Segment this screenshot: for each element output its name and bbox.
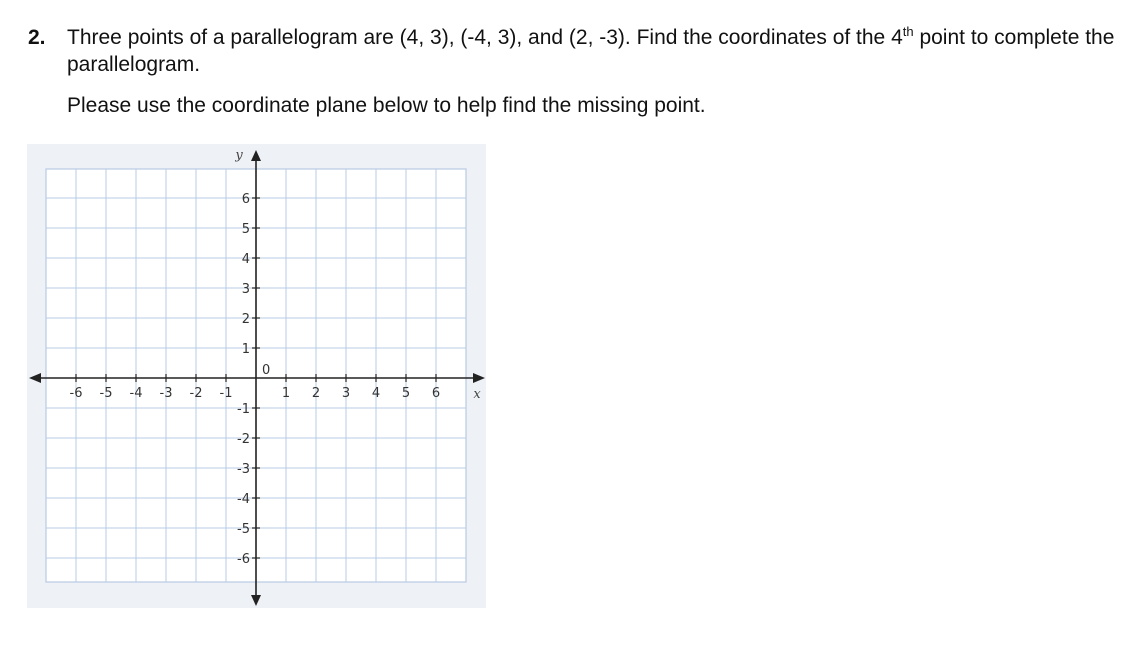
y-tick-label: 3	[241, 282, 250, 297]
question-text-main: Three points of a parallelogram are (4, 3), (-4, 3), and (2, -3). Find the coordinates of the 4	[67, 26, 903, 49]
y-tick-label: -3	[237, 462, 250, 477]
y-axis-up-arrow	[251, 150, 261, 161]
y-tick-label: 1	[241, 342, 250, 357]
x-axis-right-arrow	[473, 373, 485, 383]
question-text	[67, 24, 1132, 78]
x-tick-label: -5	[99, 386, 113, 401]
y-tick-label: 4	[241, 252, 250, 267]
y-axis-name: y	[235, 148, 243, 163]
x-axis-name: x	[473, 387, 481, 402]
x-tick-label: 5	[401, 386, 411, 401]
question-text-end: point to complete the parallelogram.	[67, 26, 1115, 76]
y-tick-label: -4	[237, 492, 250, 507]
instruction-text: Please use the coordinate plane below to help find the missing point.	[67, 94, 706, 117]
x-tick-label: -1	[219, 386, 233, 401]
x-tick-label: -6	[69, 386, 83, 401]
coordinate-plane	[27, 144, 486, 608]
x-tick-label: 6	[431, 386, 441, 401]
coordinate-plane-svg	[27, 144, 486, 608]
ordinal-superscript: th	[902, 24, 914, 39]
x-tick-label: 3	[341, 386, 351, 401]
y-tick-label: -1	[237, 402, 250, 417]
question-number: 2.	[28, 26, 46, 49]
y-tick-label: 6	[241, 192, 250, 207]
origin-label: 0	[262, 363, 271, 378]
x-tick-label: -4	[129, 386, 143, 401]
y-tick-label: -5	[237, 522, 250, 537]
x-axis-left-arrow	[29, 373, 41, 383]
x-tick-label: 2	[311, 386, 321, 401]
y-axis-down-arrow	[251, 595, 261, 606]
y-tick-label: -2	[237, 432, 250, 447]
y-tick-label: -6	[237, 552, 250, 567]
y-tick-label: 5	[241, 222, 250, 237]
x-tick-label: 4	[371, 386, 381, 401]
x-tick-label: 1	[281, 386, 291, 401]
x-tick-label: -2	[189, 386, 203, 401]
y-tick-label: 2	[241, 312, 250, 327]
x-tick-label: -3	[159, 386, 173, 401]
